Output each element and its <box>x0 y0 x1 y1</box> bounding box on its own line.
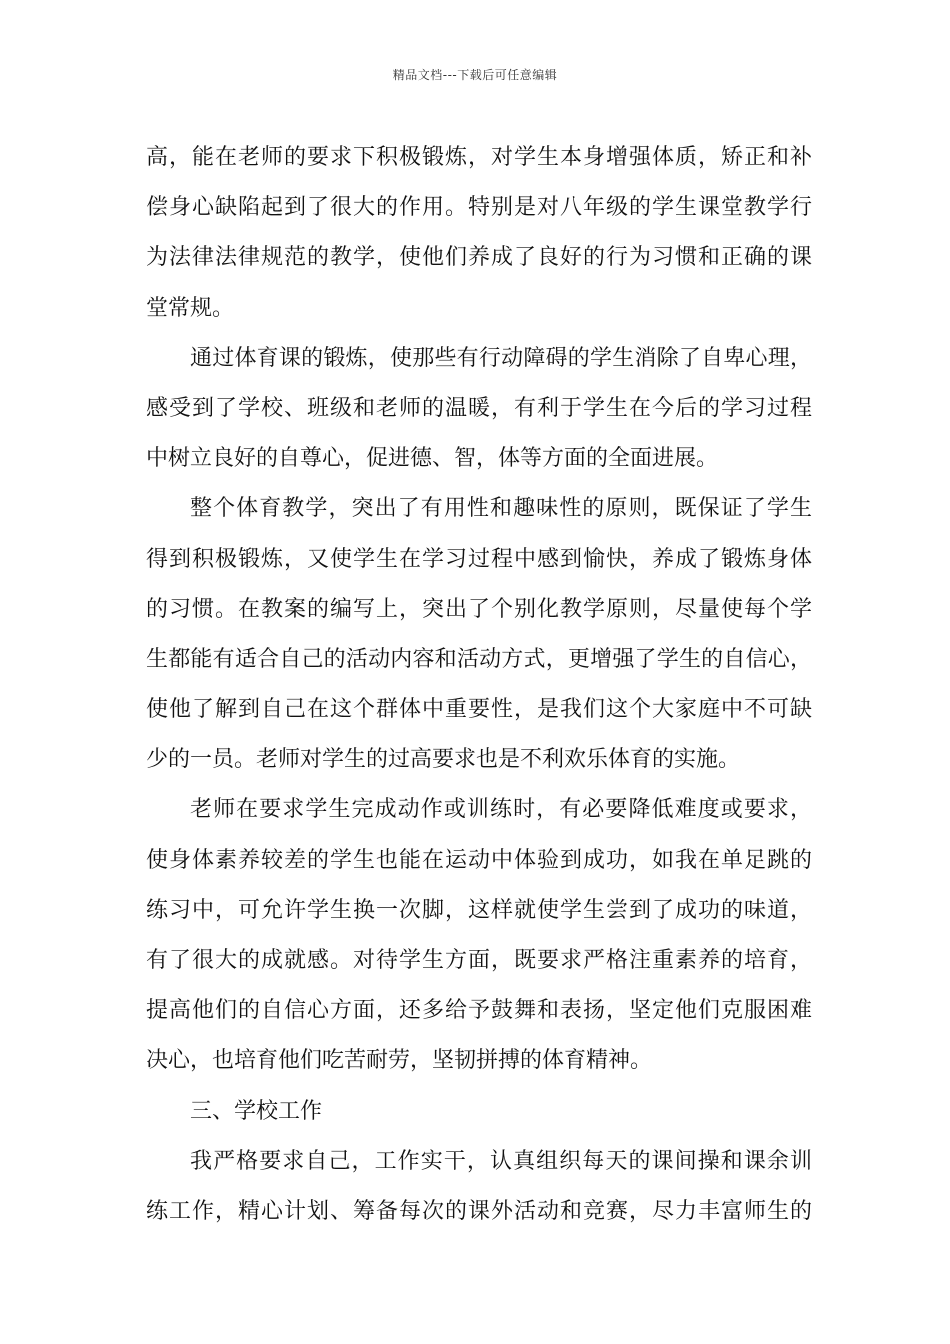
text-line: 使他了解到自己在这个群体中重要性，是我们这个大家庭中不可缺 <box>146 697 812 723</box>
text-line: 决心，也培育他们吃苦耐劳，坚韧拼搏的体育精神。 <box>146 1048 653 1074</box>
text-line: 偿身心缺陷起到了很大的作用。特别是对八年级的学生课堂教学行 <box>146 195 812 221</box>
text-line: 我严格要求自己，工作实干，认真组织每天的课间操和课余训 <box>190 1148 812 1174</box>
text-line: 高，能在老师的要求下积极锻炼，对学生本身增强体质，矫正和补 <box>146 145 812 170</box>
text-line: 堂常规。 <box>146 295 235 321</box>
page-header: 精品文档---下载后可任意编辑 <box>392 68 558 82</box>
text-line: 三、学校工作 <box>190 1098 323 1124</box>
text-line: 为法律法律规范的教学，使他们养成了良好的行为习惯和正确的课 <box>146 245 812 271</box>
text-line: 通过体育课的锻炼，使那些有行动障碍的学生消除了自卑心理， <box>190 345 812 371</box>
text-line: 提高他们的自信心方面，还多给予鼓舞和表扬，坚定他们克服困难 <box>146 998 812 1024</box>
text-line: 得到积极锻炼，又使学生在学习过程中感到愉快，养成了锻炼身体 <box>146 546 812 572</box>
text-line: 中树立良好的自尊心，促进德、智，体等方面的全面进展。 <box>146 446 719 472</box>
text-line: 感受到了学校、班级和老师的温暖，有利于学生在今后的学习过程 <box>146 395 812 421</box>
text-line: 生都能有适合自己的活动内容和活动方式，更增强了学生的自信心， <box>146 646 812 672</box>
text-line: 整个体育教学，突出了有用性和趣味性的原则，既保证了学生 <box>190 496 812 522</box>
text-line: 练习中，可允许学生换一次脚，这样就使学生尝到了成功的味道， <box>146 897 812 923</box>
text-line: 有了很大的成就感。对待学生方面，既要求严格注重素养的培育， <box>146 948 812 973</box>
text-line: 的习惯。在教案的编写上，突出了个别化教学原则，尽量使每个学 <box>146 596 812 622</box>
text-line: 练工作，精心计划、筹备每次的课外活动和竞赛，尽力丰富师生的 <box>146 1198 812 1224</box>
text-line: 少的一员。老师对学生的过高要求也是不利欢乐体育的实施。 <box>146 747 741 773</box>
text-line: 老师在要求学生完成动作或训练时，有必要降低难度或要求， <box>190 797 812 823</box>
text-line: 使身体素养较差的学生也能在运动中体验到成功，如我在单足跳的 <box>146 847 812 873</box>
body-text <box>146 133 812 1237</box>
